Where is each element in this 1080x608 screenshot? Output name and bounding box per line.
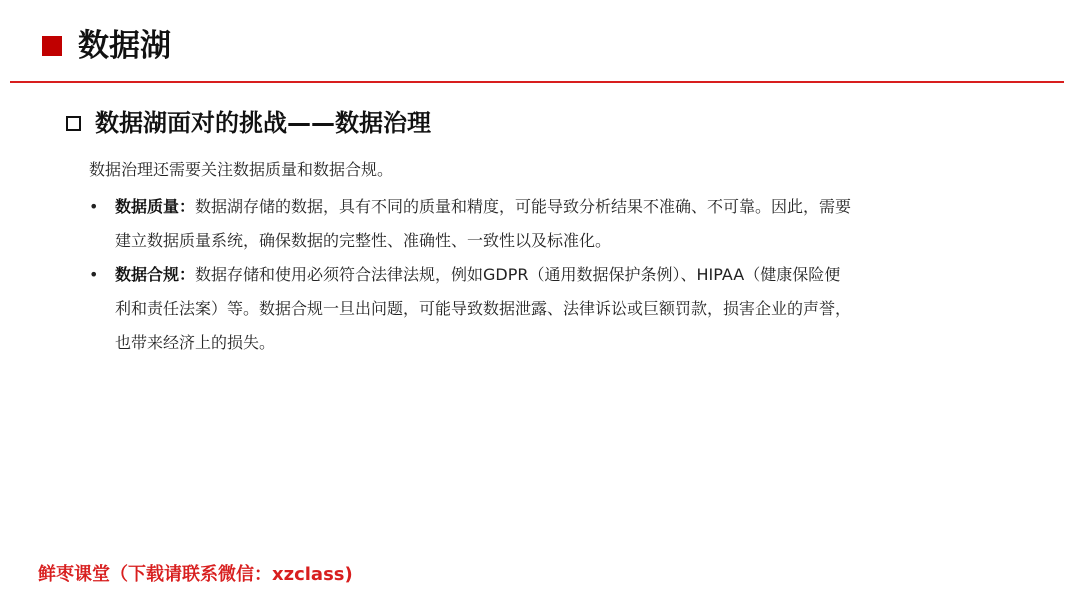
- footer-watermark: 鲜枣课堂（下载请联系微信：xzclass): [38, 564, 353, 585]
- section-heading: 数据湖面对的挑战——数据治理: [95, 109, 431, 137]
- bullet-text: 数据湖存储的数据，具有不同的质量和精度，可能导致分析结果不准确、不可靠。因此，需要: [195, 197, 852, 216]
- slide-title-row: [42, 26, 171, 66]
- hollow-square-bullet-icon: [66, 116, 81, 131]
- intro-paragraph: 数据治理还需要关注数据质量和数据合规。: [89, 160, 394, 179]
- bullet-text: 数据存储和使用必须符合法律法规，例如GDPR（通用数据保护条例）、HIPAA（健康保险便: [195, 265, 841, 284]
- title-divider: [10, 81, 1064, 83]
- slide-title: 数据湖: [78, 28, 171, 64]
- bullet-dot-icon: •: [89, 265, 99, 284]
- bullet-dot-icon: •: [89, 197, 99, 216]
- bullet-line: 建立数据质量系统，确保数据的完整性、准确性、一致性以及标准化。: [115, 231, 612, 250]
- bullet-line: [115, 258, 965, 292]
- section-heading-row: [66, 107, 431, 139]
- title-square-marker: [42, 36, 62, 56]
- bullet-body: [115, 190, 965, 258]
- bullet-line: 利和责任法案）等。数据合规一旦出问题，可能导致数据泄露、法律诉讼或巨额罚款，损害企业的声誉，: [115, 299, 852, 318]
- bullet-label: 数据合规：: [115, 265, 196, 284]
- bullet-line: [115, 190, 965, 224]
- bullet-body: [115, 258, 965, 360]
- bullet-line: 也带来经济上的损失。: [115, 333, 276, 352]
- bullet-label: 数据质量：: [115, 197, 196, 216]
